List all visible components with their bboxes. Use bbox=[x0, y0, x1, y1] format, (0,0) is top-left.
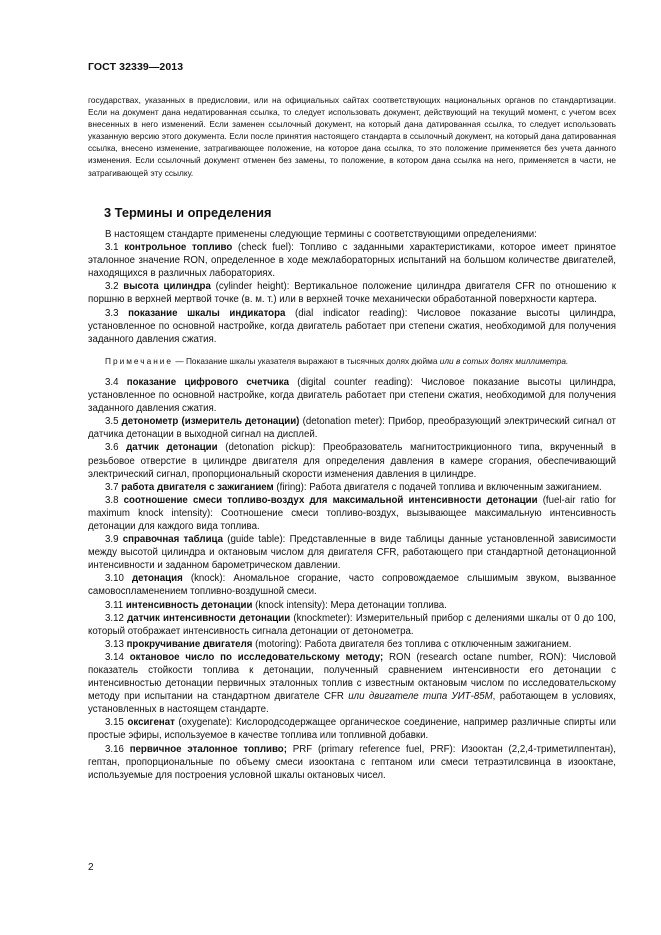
section-intro: В настоящем стандарте применены следующие термины с соответствующими определениями: bbox=[105, 229, 537, 240]
term-3-11: 3.11 интенсивность детонации (knock intensity): Мера детонации топлива. bbox=[105, 599, 447, 611]
term-3-16: 3.16 первичное эталонное топливо; PRF (primary reference fuel, PRF): Изооктан (2,2,4-триметилпентан), гептан, пропорциональные по объему смеси изооктана с гептаном или смеси тетраэтилсвинца в изооктане, используемые для построения условной шкалы октановых чисел. bbox=[88, 743, 616, 781]
term-3-3: 3.3 показание шкалы индикатора (dial indicator reading): Числовое показание высоты цилиндра, установленное по основной настройке, когда двигатель работает при степени сжатия, необходимой для получения заданного давления сжатия. bbox=[88, 307, 616, 345]
term-3-14: 3.14 октановое число по исследовательскому методу; RON (research octane number, RON): Числовой показатель стойкости топлива к детонации, полученный сравнением интенсивности его детонации с интенсивностью детонации первичных эталонных топлив с известным октановым числом по исследовательскому методу при испытании на стандартном двигателе CFR или двигателе типа УИТ-85М, работающем в условиях, установленных в настоящем стандарте. bbox=[88, 651, 616, 716]
term-name: высота цилиндра bbox=[123, 281, 211, 293]
document-header: ГОСТ 32339—2013 bbox=[88, 61, 184, 73]
term-3-8: 3.8 соотношение смеси топливо-воздух для максимальной интенсивности детонации (fuel-air ratio for maximum knock intensity): Соотношение смеси топливо-воздух, вызывающее максимальную интенсивность детонации для каждого вида топлива. bbox=[88, 494, 616, 532]
intro-paragraph bbox=[88, 94, 616, 179]
note-label: Примечание bbox=[105, 355, 174, 366]
terms-list bbox=[88, 228, 616, 782]
term-name: датчик детонации bbox=[126, 442, 218, 454]
term-3-10: 3.10 детонация (knock): Аномальное сгорание, часто сопровождаемое слышимым звуком, вызванное самовоспламенением топливно-воздушной смеси. bbox=[88, 573, 617, 598]
term-name: показание цифрового счетчика bbox=[126, 376, 290, 388]
term-3-15: 3.15 оксигенат (oxygenate): Кислородсодержащее органическое соединение, например различные спирты или простые эфиры, используемое в качестве топлива или топливной добавки. bbox=[88, 717, 616, 742]
term-3-5: 3.5 детонометр (измеритель детонации) (detonation meter): Прибор, преобразующий электрический сигнал от датчика детонации в выходной сигнал на дисплей. bbox=[88, 416, 616, 441]
term-name: детонация bbox=[131, 573, 183, 585]
term-name: датчик интенсивности детонации bbox=[127, 612, 291, 624]
term-name: интенсивность детонации bbox=[125, 599, 253, 611]
term-3-4: 3.4 показание цифрового счетчика (digital counter reading): Числовое показание высоты цилиндра, установленное по основной настройке, когда двигатель работает при степени сжатия, необходимой для получения заданного давления сжатия. bbox=[88, 376, 617, 415]
term-3-1: 3.1 контрольное топливо (check fuel): Топливо с заданными характеристиками, которое имеет принятое эталонное значение RON, определенное в ходе межлабораторных испытаний на большом количестве двигателей, находящихся в различных лабораториях. bbox=[88, 242, 616, 280]
term-3-6: 3.6 датчик детонации (detonation pickup): Преобразователь магнитострикционного типа, вкрученный в резьбовое отверстие в цилиндре двигателя для определения давления в камере сгорания, обеспечивающий электрический сигнал, пропорциональный скорости изменения давления в цилиндре. bbox=[88, 442, 616, 480]
page-number: 2 bbox=[88, 862, 94, 873]
note: Примечание — Показание шкалы указателя выражают в тысячных долях дюйма или в сотых долях миллиметра. bbox=[105, 355, 569, 366]
term-name: октановое число по исследовательскому методу; bbox=[129, 651, 384, 663]
term-3-12: 3.12 датчик интенсивности детонации (knockmeter): Измерительный прибор с делениями шкалы от 0 до 100, который отображает интенсивность сигнала детонации от детонометра. bbox=[88, 612, 616, 637]
term-name: соотношение смеси топливо-воздух для максимальной интенсивности детонации bbox=[123, 494, 538, 506]
term-name: прокручивание двигателя bbox=[126, 638, 253, 650]
term-3-2: 3.2 высота цилиндра (cylinder height): Вертикальное положение цилиндра двигателя CFR по отношению к поршню в верхней мертвой точке (в. м. т.) или в верхней точке механически обработанной поверхности картера. bbox=[88, 281, 616, 306]
term-3-9: 3.9 справочная таблица (guide table): Представленные в виде таблицы данные установленной зависимости между высотой цилиндра и октановым числом для двигателя CFR, работающего при стандартной детонационной интенсивности и заданном барометрическом давлении. bbox=[88, 534, 616, 572]
section-title: 3 Термины и определения bbox=[104, 205, 272, 220]
term-3-7: 3.7 работа двигателя с зажиганием (firing): Работа двигателя с подачей топлива и включенным зажиганием. bbox=[105, 481, 602, 493]
term-name: оксигенат bbox=[127, 717, 175, 729]
term-name: детонометр (измеритель детонации) bbox=[121, 416, 300, 428]
term-name: справочная таблица bbox=[122, 534, 223, 546]
intro-text: государствах, указанных в предисловии, или на официальных сайтах соответствующих национальных органов по стандартизации. Если на документ дана недатированная ссылка, то следует использовать документ, действующий на текущий момент, с учетом всех внесенных в него изменений. Если заменен ссылочный документ, на который дана датированная ссылка, то следует использовать указанную версию этого документа. Если после принятия настоящего стандарта в ссылочный документ, на который дана датированная ссылка, внесено изменение, затрагивающее положение, на которое дана ссылка, то это положение применяется без учета данного изменения. Если ссылочный документ отменен без замены, то положение, в котором дана ссылка на него, применяется в части, не затрагивающей эту ссылку. bbox=[88, 95, 616, 178]
term-name: первичное эталонное топливо; bbox=[129, 743, 287, 755]
term-name: контрольное топливо bbox=[124, 242, 233, 254]
term-3-13: 3.13 прокручивание двигателя (motoring): Работа двигателя без топлива с отключенным зажиганием. bbox=[105, 638, 572, 650]
term-name: работа двигателя с зажиганием bbox=[121, 481, 274, 493]
term-name: показание шкалы индикатора bbox=[128, 307, 286, 319]
